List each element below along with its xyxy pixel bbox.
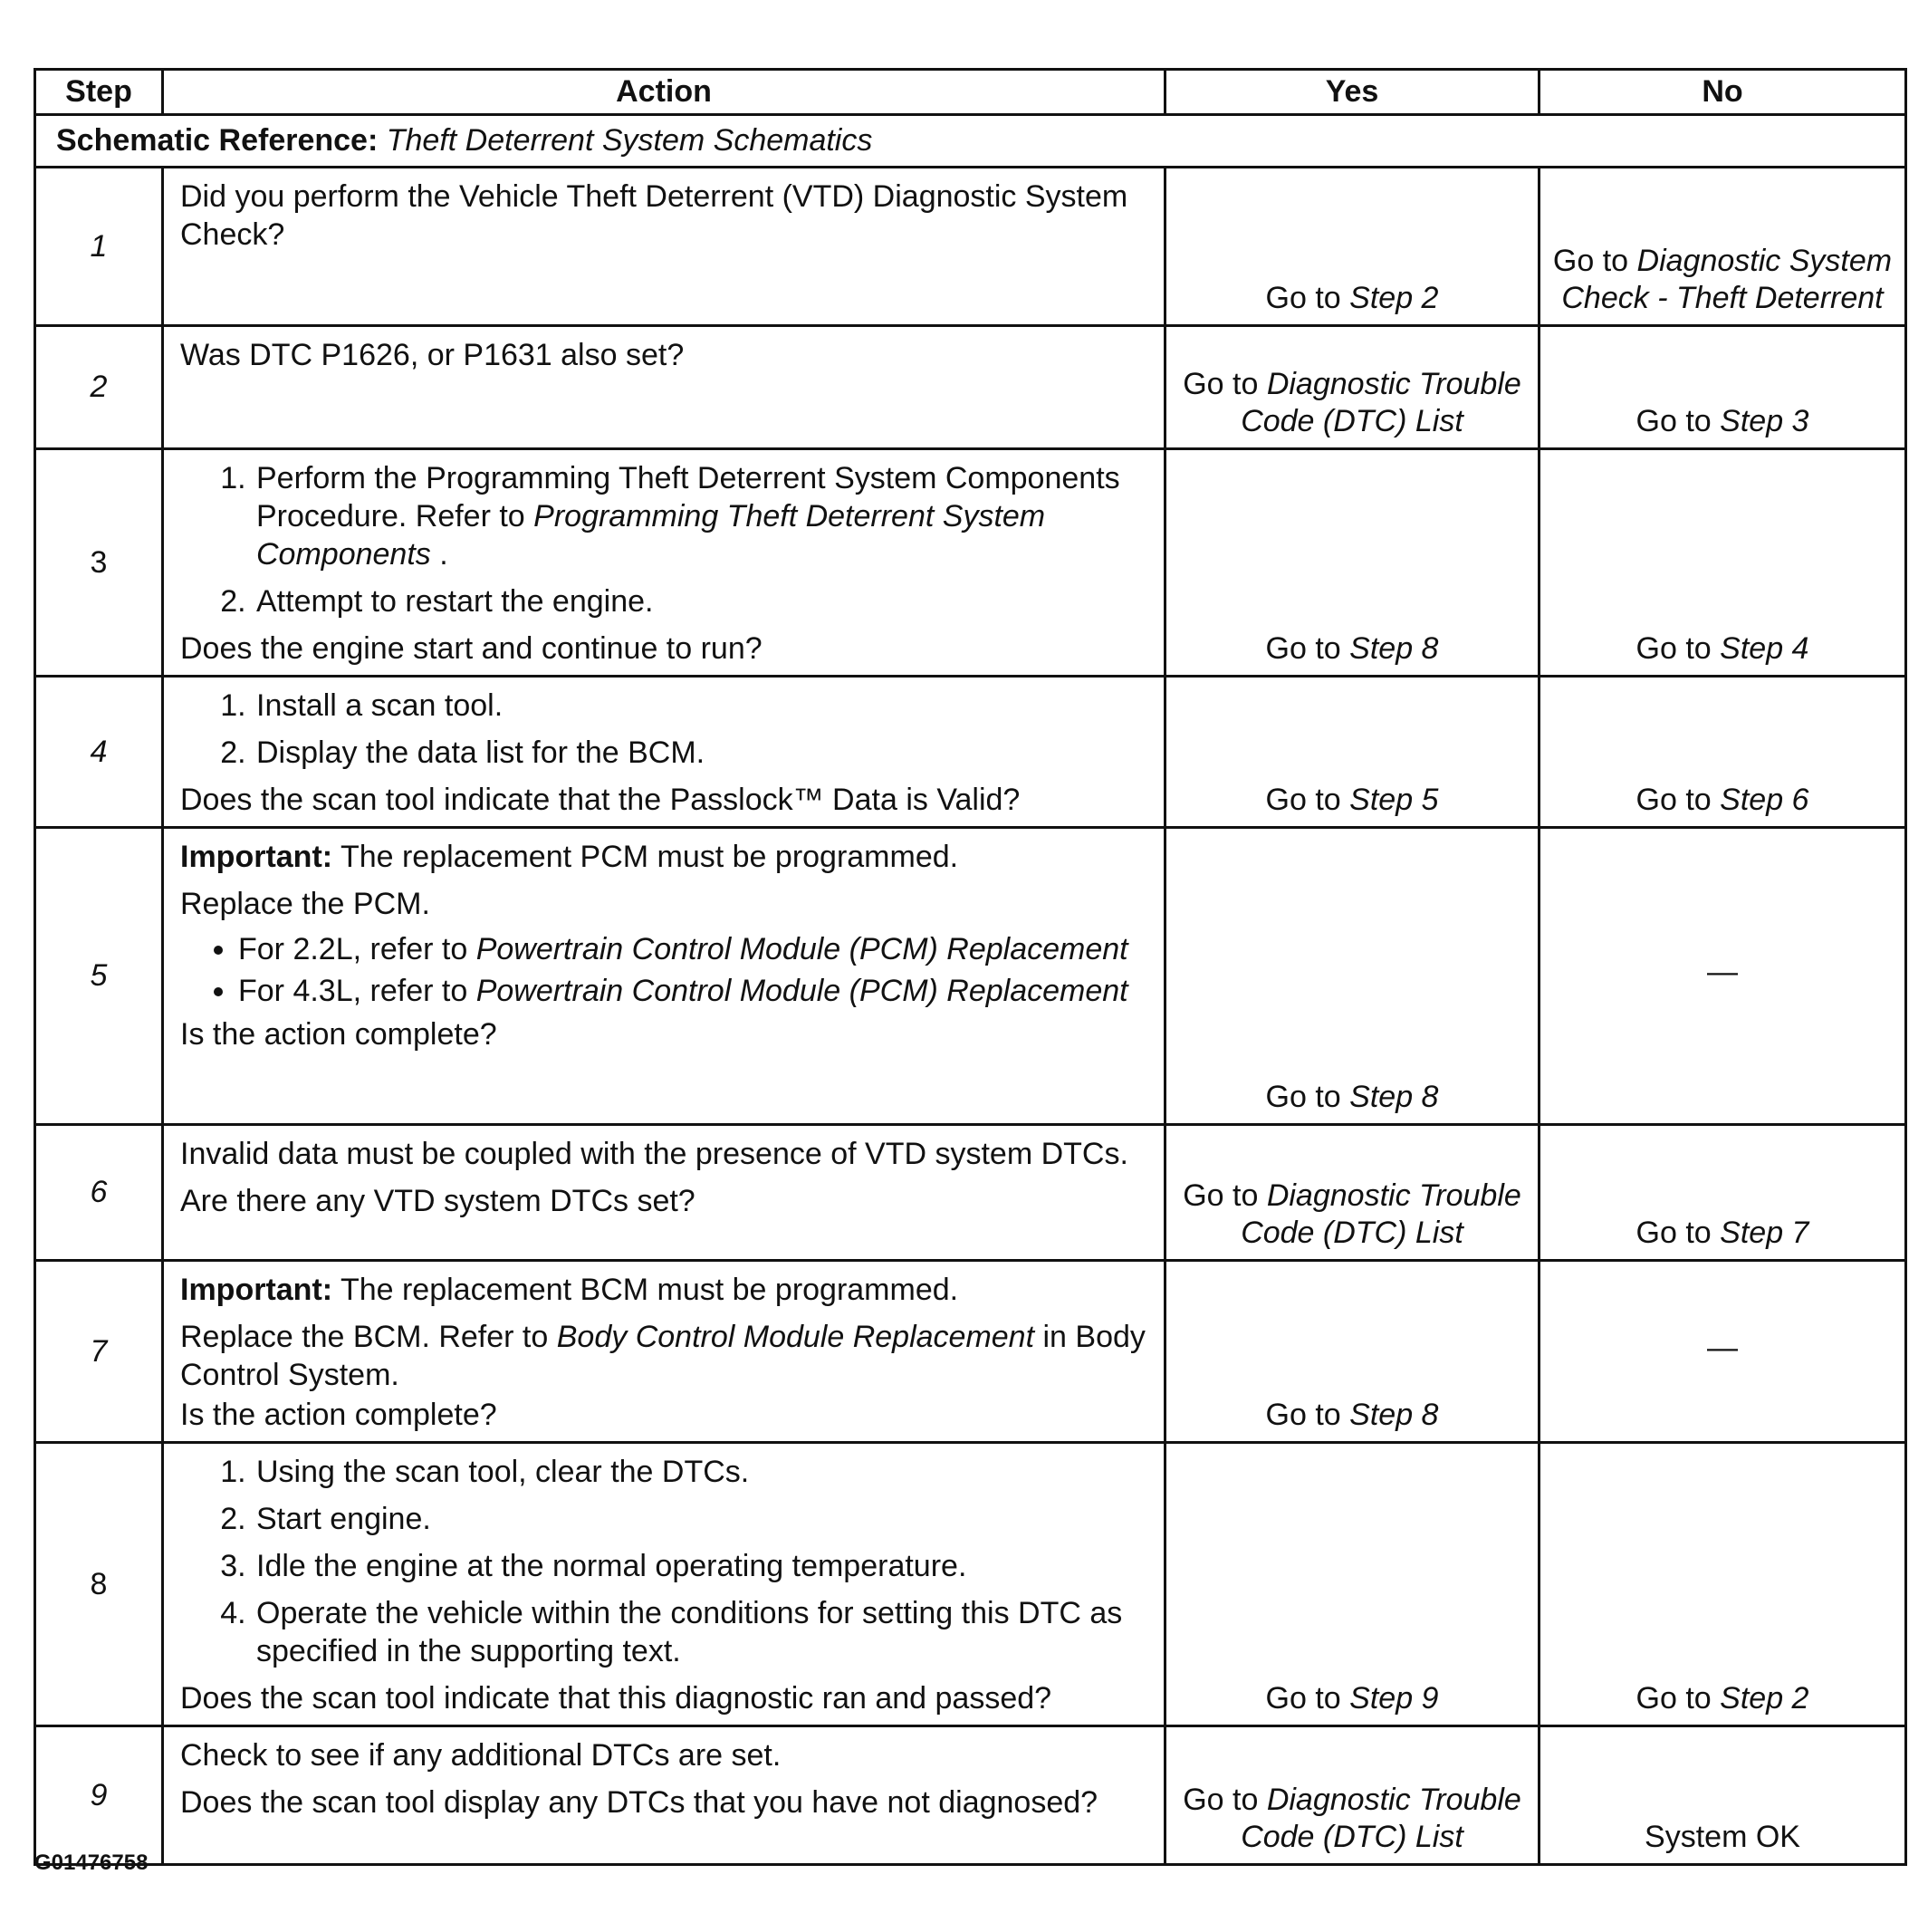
list-item: 4. Operate the vehicle within the conditions for setting this DTC as specified in the supporting text. bbox=[254, 1594, 1147, 1670]
procedure-link[interactable]: Powertrain Control Module (PCM) Replacement bbox=[475, 932, 1128, 966]
question-text: Is the action complete? bbox=[180, 1017, 497, 1052]
list-item: 2. Start engine. bbox=[254, 1500, 1147, 1538]
instruction-text: Replace the BCM. Refer to Body Control Module Replacement in Body Control System. bbox=[180, 1320, 1146, 1392]
step-number: 6 bbox=[35, 1125, 163, 1261]
yes-cell: Go to Step 8 bbox=[1165, 449, 1540, 677]
no-link[interactable]: Step 7 bbox=[1720, 1216, 1809, 1250]
list-item: 1. Install a scan tool. bbox=[254, 687, 1147, 725]
action-cell bbox=[163, 168, 1165, 326]
list-item: • For 2.2L, refer to Powertrain Control Module (PCM) Replacement bbox=[238, 932, 1147, 966]
no-link[interactable]: Step 6 bbox=[1720, 783, 1809, 817]
action-cell bbox=[163, 1261, 1165, 1443]
yes-cell: Go to Step 5 bbox=[1165, 677, 1540, 828]
table-row bbox=[35, 1443, 1906, 1726]
question-text: Does the scan tool indicate that this diagnostic ran and passed? bbox=[180, 1681, 1052, 1716]
question-text: Was DTC P1626, or P1631 also set? bbox=[180, 338, 685, 372]
header-no: No bbox=[1540, 70, 1906, 115]
header-step: Step bbox=[35, 70, 163, 115]
action-cell bbox=[163, 677, 1165, 828]
yes-link[interactable]: Step 8 bbox=[1349, 1080, 1439, 1114]
table-row bbox=[35, 1125, 1906, 1261]
question-text: Does the engine start and continue to run? bbox=[180, 631, 763, 666]
question-text: Are there any VTD system DTCs set? bbox=[180, 1184, 695, 1218]
question-text: Does the scan tool display any DTCs that you have not diagnosed? bbox=[180, 1785, 1098, 1820]
figure-id: G01476758 bbox=[34, 1850, 149, 1875]
question-text: Does the scan tool indicate that the Passlock™ Data is Valid? bbox=[180, 783, 1021, 817]
bullet-list bbox=[180, 932, 1147, 1008]
instruction-text: Invalid data must be coupled with the presence of VTD system DTCs. bbox=[180, 1137, 1128, 1171]
yes-link[interactable]: Step 9 bbox=[1349, 1681, 1439, 1716]
procedure-list bbox=[180, 459, 1147, 620]
action-cell bbox=[163, 449, 1165, 677]
yes-link[interactable]: Step 8 bbox=[1349, 1398, 1439, 1432]
procedure-link[interactable]: Programming Theft Deterrent System Components bbox=[256, 499, 1046, 572]
step-number: 4 bbox=[35, 677, 163, 828]
no-cell: — bbox=[1540, 828, 1906, 1125]
list-item: 2. Attempt to restart the engine. bbox=[254, 582, 1147, 620]
header-row bbox=[35, 70, 1906, 115]
schematic-label: Schematic Reference: bbox=[56, 123, 379, 158]
step-number: 5 bbox=[35, 828, 163, 1125]
procedure-list bbox=[180, 687, 1147, 772]
instruction-text: Replace the PCM. bbox=[180, 887, 430, 921]
schematic-reference bbox=[35, 115, 1906, 168]
question-text: Is the action complete? bbox=[180, 1398, 497, 1432]
no-cell: Go to Step 4 bbox=[1540, 449, 1906, 677]
yes-link[interactable]: Diagnostic Trouble Code (DTC) List bbox=[1241, 367, 1521, 438]
list-item: • For 4.3L, refer to Powertrain Control Module (PCM) Replacement bbox=[238, 974, 1147, 1008]
yes-cell: Go to Step 8 bbox=[1165, 1261, 1540, 1443]
yes-link[interactable]: Step 8 bbox=[1349, 631, 1439, 666]
action-cell bbox=[163, 1125, 1165, 1261]
list-item: 2. Display the data list for the BCM. bbox=[254, 734, 1147, 772]
no-cell: Go to Diagnostic System Check - Theft Deterrent bbox=[1540, 168, 1906, 326]
step-number: 8 bbox=[35, 1443, 163, 1726]
no-cell: — bbox=[1540, 1261, 1906, 1443]
yes-cell: Go to Diagnostic Trouble Code (DTC) List bbox=[1165, 326, 1540, 449]
no-cell: Go to Step 6 bbox=[1540, 677, 1906, 828]
procedure-list bbox=[180, 1453, 1147, 1670]
header-yes: Yes bbox=[1165, 70, 1540, 115]
table-row bbox=[35, 677, 1906, 828]
diagnostic-table bbox=[34, 68, 1907, 1866]
yes-link[interactable]: Diagnostic Trouble Code (DTC) List bbox=[1241, 1783, 1521, 1854]
important-note: Important: The replacement BCM must be programmed. bbox=[180, 1273, 959, 1307]
header-action: Action bbox=[163, 70, 1165, 115]
instruction-text: Check to see if any additional DTCs are set. bbox=[180, 1738, 782, 1773]
table-row bbox=[35, 828, 1906, 1125]
no-cell: System OK bbox=[1540, 1726, 1906, 1865]
yes-cell: Go to Diagnostic Trouble Code (DTC) List bbox=[1165, 1726, 1540, 1865]
important-note: Important: The replacement PCM must be programmed. bbox=[180, 840, 959, 874]
procedure-link[interactable]: Body Control Module Replacement bbox=[556, 1320, 1035, 1354]
yes-link[interactable]: Diagnostic Trouble Code (DTC) List bbox=[1241, 1178, 1521, 1250]
table-row bbox=[35, 1261, 1906, 1443]
no-cell: Go to Step 3 bbox=[1540, 326, 1906, 449]
schematic-row bbox=[35, 115, 1906, 168]
no-link[interactable]: Step 2 bbox=[1720, 1681, 1809, 1716]
step-number: 2 bbox=[35, 326, 163, 449]
table-row bbox=[35, 1726, 1906, 1865]
schematic-link[interactable]: Theft Deterrent System Schematics bbox=[386, 123, 873, 158]
question-text: Did you perform the Vehicle Theft Deterrent (VTD) Diagnostic System Check? bbox=[180, 179, 1128, 252]
step-number: 9 bbox=[35, 1726, 163, 1865]
yes-cell: Go to Diagnostic Trouble Code (DTC) List bbox=[1165, 1125, 1540, 1261]
action-cell bbox=[163, 1726, 1165, 1865]
list-item: 3. Idle the engine at the normal operating temperature. bbox=[254, 1547, 1147, 1585]
table-row bbox=[35, 449, 1906, 677]
action-cell bbox=[163, 828, 1165, 1125]
table-row bbox=[35, 168, 1906, 326]
procedure-link[interactable]: Powertrain Control Module (PCM) Replacement bbox=[475, 974, 1128, 1008]
step-number: 1 bbox=[35, 168, 163, 326]
yes-link[interactable]: Step 2 bbox=[1349, 281, 1439, 315]
no-cell: Go to Step 2 bbox=[1540, 1443, 1906, 1726]
no-link[interactable]: Diagnostic System Check - Theft Deterrent bbox=[1561, 244, 1893, 315]
no-link[interactable]: Step 4 bbox=[1720, 631, 1809, 666]
list-item: 1. Perform the Programming Theft Deterrent System Components Procedure. Refer to Programming Theft Deterrent System Components . bbox=[254, 459, 1147, 573]
list-item: 1. Using the scan tool, clear the DTCs. bbox=[254, 1453, 1147, 1491]
table-row bbox=[35, 326, 1906, 449]
no-link[interactable]: Step 3 bbox=[1720, 404, 1809, 438]
yes-cell: Go to Step 9 bbox=[1165, 1443, 1540, 1726]
action-cell bbox=[163, 1443, 1165, 1726]
step-number: 7 bbox=[35, 1261, 163, 1443]
step-number: 3 bbox=[35, 449, 163, 677]
yes-cell: Go to Step 2 bbox=[1165, 168, 1540, 326]
action-cell bbox=[163, 326, 1165, 449]
no-cell: Go to Step 7 bbox=[1540, 1125, 1906, 1261]
yes-cell: Go to Step 8 bbox=[1165, 828, 1540, 1125]
yes-link[interactable]: Step 5 bbox=[1349, 783, 1439, 817]
